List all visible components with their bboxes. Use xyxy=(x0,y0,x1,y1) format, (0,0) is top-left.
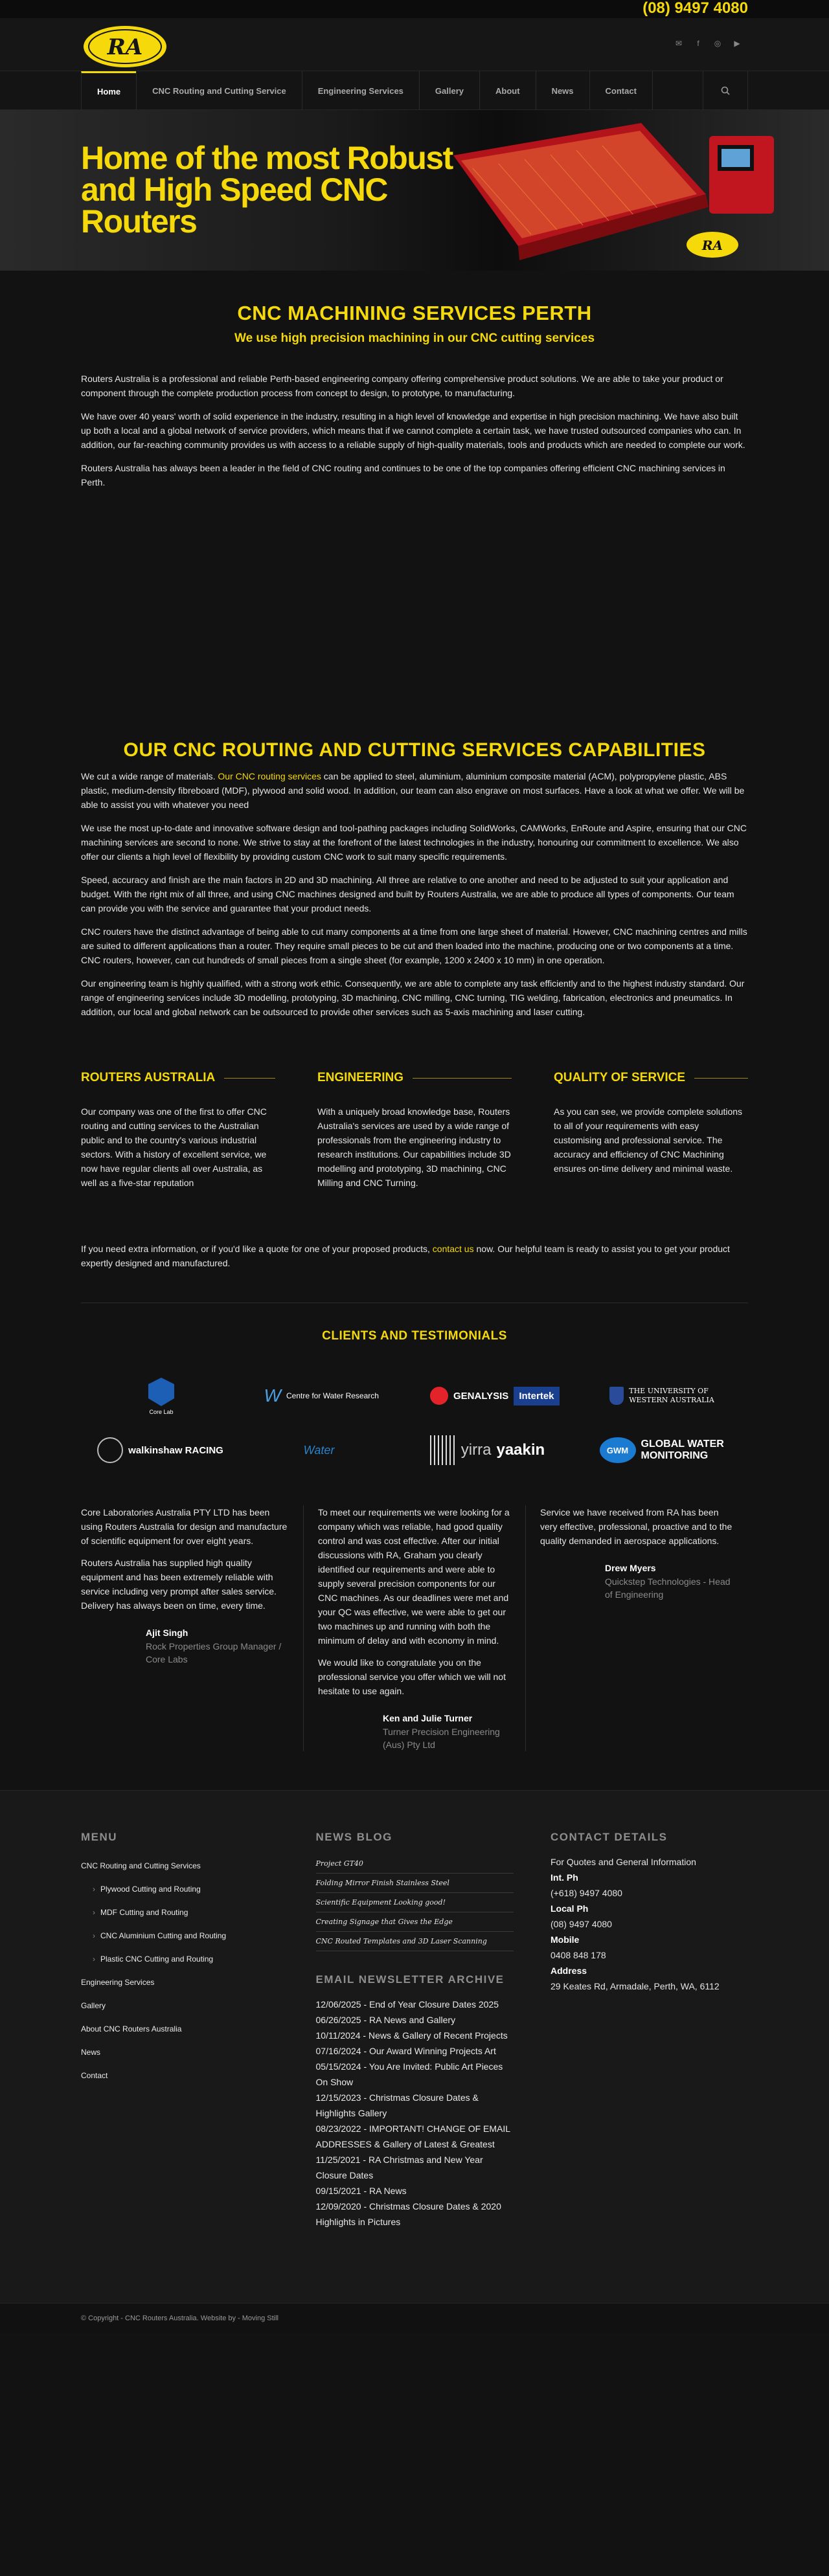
intro-section xyxy=(81,271,748,489)
media-placeholder xyxy=(0,498,829,739)
svg-text:Core Lab: Core Lab xyxy=(149,1409,174,1415)
text: walkinshaw RACING xyxy=(128,1444,223,1456)
news-post-link[interactable]: Creating Signage that Gives the Edge xyxy=(316,1912,514,1932)
contact-label: Int. Ph xyxy=(551,1872,578,1883)
client-logos-row xyxy=(81,1373,748,1418)
contact-label: Mobile xyxy=(551,1934,580,1945)
svg-text:RA: RA xyxy=(107,34,143,60)
contact-mobile[interactable]: 0408 848 178 xyxy=(551,1950,606,1960)
capabilities-paragraph xyxy=(81,769,748,812)
header xyxy=(0,18,829,71)
feature-text: Our company was one of the first to offer CNC routing and cutting services to the Australian public and to the country's various industrial sectors. With a history of excellent service, we now have regular clients all over Australia, as well as a five-star reputation xyxy=(81,1106,267,1188)
testimonial xyxy=(303,1505,525,1751)
text: THE UNIVERSITY OF WESTERN AUSTRALIA xyxy=(629,1387,714,1404)
cnc-machine-image xyxy=(447,117,784,265)
logo[interactable] xyxy=(81,22,172,69)
footer-heading: MENU xyxy=(81,1831,118,1843)
client-logos-row xyxy=(81,1428,748,1473)
client-logo-yirra-yaakin xyxy=(413,1430,562,1470)
testimonial-author xyxy=(605,1561,733,1601)
nav-about[interactable]: About xyxy=(479,71,536,110)
footer-heading: EMAIL NEWSLETTER ARCHIVE xyxy=(315,1973,505,1986)
svg-text:RA: RA xyxy=(701,238,723,253)
nav-cnc-routing[interactable]: CNC Routing and Cutting Service xyxy=(136,71,302,110)
nav-contact[interactable]: Contact xyxy=(589,71,653,110)
news-post-link[interactable]: Project GT40 xyxy=(316,1854,514,1874)
capabilities-paragraph: We use the most up-to-date and innovative software design and tool-pathing packages including SolidWorks, CAMWorks, EnRoute and Aspire, ensuring that our CNC machining services are second to none. We strive to stay at the forefront of the latest technologies in the industry, honouring our commitment to excellence. We also offer our clients a high level of flexibility by providing custom CNC work to suit many specific requirements. xyxy=(81,823,747,862)
client-logo-gwm xyxy=(591,1430,734,1470)
feature-column xyxy=(554,1071,748,1190)
footer-menu-item[interactable]: › Plastic CNC Cutting and Routing xyxy=(81,1947,278,1971)
intro-paragraph: We have over 40 years' worth of solid experience in the industry, resulting in a high level of knowledge and expertise in high precision machining. We have also built up both a local and a global network of service providers, which means that if we cannot complete a certain task, we have trusted outsourced companies who can. In addition, our far-reaching community provides us with access to a reliable supply of high-quality materials, tools and products which are needed to complete our work. xyxy=(81,411,745,450)
testimonial xyxy=(525,1505,747,1751)
archive-link[interactable]: 10/11/2024 - News & Gallery of Recent Projects xyxy=(315,2030,508,2041)
testimonial-text: We would like to congratulate you on the professional service you offer which we will not hesitate to use again. xyxy=(318,1657,506,1696)
testimonial-text: To meet our requirements we were looking for a company which was reliable, had good quality control and was cost effective. After our initial discussions with RA, Graham you clearly identified our requirements and were able to supply several precision components for our CNC machines. As our deadlines were met and your QC was effective, we were able to get our two machines up and running with both the minimum of delay and with economy in mind. xyxy=(318,1507,510,1646)
news-post-link[interactable]: CNC Routed Templates and 3D Laser Scanning xyxy=(316,1932,514,1951)
footer-heading: CONTACT DETAILS xyxy=(551,1831,668,1843)
contact-label: Address xyxy=(551,1966,587,1976)
capabilities-title: OUR CNC ROUTING AND CUTTING SERVICES CAPABILITIES xyxy=(123,739,706,761)
archive-link[interactable]: 05/15/2024 - You Are Invited: Public Art Pieces On Show xyxy=(315,2061,503,2087)
author-role: Quickstep Technologies - Head of Engineering xyxy=(605,1576,731,1600)
text: GENALYSIS xyxy=(453,1390,509,1402)
archive-link[interactable]: 06/26/2025 - RA News and Gallery xyxy=(315,2015,456,2025)
intro-title: CNC MACHINING SERVICES PERTH xyxy=(237,302,592,324)
feature-title: ROUTERS AUSTRALIA xyxy=(81,1071,275,1085)
footer-menu-item[interactable]: Gallery xyxy=(81,2001,106,2010)
clients-section xyxy=(81,1329,748,1473)
archive-link[interactable]: 12/15/2023 - Christmas Closure Dates & Highlights Gallery xyxy=(315,2092,479,2118)
social-links xyxy=(674,39,742,48)
news-post-link[interactable]: Scientific Equipment Looking good! xyxy=(316,1893,514,1912)
nav-engineering[interactable]: Engineering Services xyxy=(302,71,419,110)
feature-title: QUALITY OF SERVICE xyxy=(554,1071,748,1085)
footer xyxy=(0,1790,829,2303)
feature-text: With a uniquely broad knowledge base, Routers Australia's services are used by a wide range of professionals from the engineering industry to research institutions. Our capabilities include 3D modelling and prototyping, 3D machining, CNC Milling and CNC Turning. xyxy=(317,1106,511,1188)
clients-title: CLIENTS AND TESTIMONIALS xyxy=(322,1329,507,1343)
testimonial-text: Routers Australia has supplied high quality equipment and has been extremely reliable with service including very prompt after sales service. Delivery has always been on time, every time. xyxy=(81,1558,277,1611)
capabilities-paragraph: Our engineering team is highly qualified, with a strong work ethic. Consequently, we are able to complete any task efficiently and to the highest industry standard. Our range of engineering services include 3D modelling, prototyping, 3D machining, CNC milling, CNC turning, TIG welding, fabrication, electronics and pneumatics. In addition, our local and global network can be outsourced to provide other services such as 5-axis machining and laser cutting. xyxy=(81,978,745,1017)
archive-link[interactable]: 12/09/2020 - Christmas Closure Dates & 2020 Highlights in Pictures xyxy=(315,2201,501,2227)
text: yaakin xyxy=(496,1441,545,1459)
capabilities-section xyxy=(81,739,748,1019)
news-post-link[interactable]: Folding Mirror Finish Stainless Steel xyxy=(316,1874,514,1893)
author-role: Rock Properties Group Manager / Core Labs xyxy=(146,1641,282,1664)
main-nav xyxy=(0,71,829,110)
nav-news[interactable]: News xyxy=(536,71,589,110)
nav-gallery[interactable]: Gallery xyxy=(419,71,479,110)
copyright-text: © Copyright - CNC Routers Australia. Website by - Moving Still xyxy=(81,2314,279,2322)
search-button[interactable] xyxy=(703,71,748,110)
feature-title: ENGINEERING xyxy=(317,1071,512,1085)
text: can be applied to steel, aluminium, aluminium composite material (ACM), polypropylene plastic, ABS plastic, medium-density fibreboard (MDF), plywood and solid wood. In addition, our team can also engrave on most surfaces. Have a look at what we offer. We will be able to assist you with whatever you need xyxy=(81,771,745,810)
contact-local-phone[interactable]: (08) 9497 4080 xyxy=(551,1919,612,1929)
author-name: Drew Myers xyxy=(605,1563,656,1573)
archive-link[interactable]: 09/15/2021 - RA News xyxy=(315,2186,407,2196)
contact-intl-phone[interactable]: (+618) 9497 4080 xyxy=(551,1888,622,1898)
client-logo-water xyxy=(255,1430,384,1470)
client-logo-corelab xyxy=(97,1376,226,1416)
text: now. Our helpful team is ready to assist you to get your product expertly designed and manufactured. xyxy=(81,1244,730,1268)
text: yirra xyxy=(460,1441,492,1459)
text: Centre for Water Research xyxy=(286,1391,379,1400)
mail-icon[interactable]: ✉ xyxy=(675,39,683,48)
testimonial-text: Service we have received from RA has been very effective, professional, proactive and to the quality demanded in aerospace applications. xyxy=(540,1507,732,1546)
search-icon xyxy=(721,86,730,95)
header-phone-link[interactable]: (08) 9497 4080 xyxy=(642,0,748,17)
facebook-icon[interactable]: f xyxy=(697,39,699,48)
text: We cut a wide range of materials. xyxy=(81,771,218,781)
footer-menu-item[interactable]: › MDF Cutting and Routing xyxy=(81,1901,278,1924)
footer-menu-item[interactable]: About CNC Routers Australia xyxy=(81,2024,182,2033)
cta-section xyxy=(81,1242,748,1303)
archive-link[interactable]: 07/16/2024 - Our Award Winning Projects Art xyxy=(315,2046,496,2056)
copyright-bar xyxy=(0,2303,829,2333)
feature-columns xyxy=(81,1071,748,1190)
cnc-routing-services-link[interactable]: Our CNC routing services xyxy=(218,771,321,781)
author-name: Ken and Julie Turner xyxy=(383,1713,473,1723)
feature-column xyxy=(81,1071,275,1190)
footer-news xyxy=(316,1831,514,2230)
archive-link[interactable]: 08/23/2022 - IMPORTANT! CHANGE OF EMAIL ADDRESSES & Gallery of Latest & Greatest xyxy=(315,2123,510,2149)
text: GLOBAL WATER MONITORING xyxy=(641,1439,724,1461)
nav-home[interactable]: Home xyxy=(81,71,136,110)
contact-us-link[interactable]: contact us xyxy=(432,1244,474,1254)
hero-title: Home of the most Robust and High Speed CNC Routers xyxy=(81,140,453,240)
cta-text xyxy=(81,1242,748,1270)
intro-paragraph: Routers Australia is a professional and reliable Perth-based engineering company offering comprehensive product solutions. We are able to take your product or component through the complete production process from concept to design, to prototype, to manufacturing. xyxy=(81,374,723,398)
contact-address: 29 Keates Rd, Armadale, Perth, WA, 6112 xyxy=(551,1981,720,1991)
youtube-icon[interactable]: ▶ xyxy=(734,39,740,48)
testimonial xyxy=(81,1505,303,1751)
capabilities-paragraph: Speed, accuracy and finish are the main factors in 2D and 3D machining. All three are relative to one another and need to be adjusted to suit your application and budget. With the right mix of all three, and using CNC machines designed and built by Routers Australia, we are able to produce all types of components. Our team can provide you with the service and guarantee that your product needs. xyxy=(81,875,734,913)
footer-menu-item[interactable]: CNC Routing and Cutting Services xyxy=(81,1861,201,1870)
feature-text: As you can see, we provide complete solutions to all of your requirements with easy customising and professional service. The accuracy and efficiency of CNC Machining ensures on-time delivery and minimal waste. xyxy=(554,1106,743,1174)
text: GWM xyxy=(600,1437,636,1463)
hero-banner xyxy=(0,110,829,271)
archive-link[interactable]: 12/06/2025 - End of Year Closure Dates 2025 xyxy=(315,1999,499,2010)
intro-paragraph: Routers Australia has always been a leader in the field of CNC routing and continues to be one of the top companies offering efficient CNC machining services in Perth. xyxy=(81,463,725,487)
author-role: Turner Precision Engineering (Aus) Pty Ltd xyxy=(383,1727,500,1750)
footer-menu-item[interactable]: Contact xyxy=(81,2071,108,2080)
contact-label: Local Ph xyxy=(551,1903,589,1914)
testimonial-author xyxy=(383,1711,511,1751)
text: Intertek xyxy=(514,1387,559,1406)
testimonial-text: Core Laboratories Australia PTY LTD has been using Routers Australia for design and manufacture of scientific equipment for over eight years. xyxy=(81,1507,288,1546)
footer-contact xyxy=(551,1831,748,2230)
client-logo-uwa xyxy=(603,1376,732,1416)
feature-column xyxy=(317,1071,512,1190)
testimonials xyxy=(81,1505,748,1751)
author-name: Ajit Singh xyxy=(146,1628,188,1638)
client-logo-centre-water-research: W Centre for Water Research xyxy=(264,1385,379,1406)
footer-menu xyxy=(81,1831,278,2230)
text: If you need extra information, or if you'd like a quote for one of your proposed products, xyxy=(81,1244,433,1254)
top-bar xyxy=(0,0,829,18)
intro-subtitle: We use high precision machining in our CNC cutting services xyxy=(234,331,595,345)
instagram-icon[interactable]: ◎ xyxy=(714,39,721,48)
client-logo-genalysis-intertek xyxy=(417,1376,573,1416)
footer-menu-item[interactable]: › Plywood Cutting and Routing xyxy=(81,1877,278,1901)
client-logo-walkinshaw xyxy=(96,1430,225,1470)
testimonial-author xyxy=(146,1626,289,1666)
capabilities-paragraph: CNC routers have the distinct advantage of being able to cut many components at a time from one large sheet of material. However, CNC machining centres and mills are suited to different applications than a router. They require small pieces to be cut and then loaded into the machine, producing one or two components at a time. CNC routers, however, can cut hundreds of small pieces from a single sheet (for example, 1200 x 2400 x 10 mm) in one operation. xyxy=(81,926,747,965)
contact-intro: For Quotes and General Information xyxy=(551,1857,696,1867)
text: Water xyxy=(303,1443,335,1457)
footer-menu-item[interactable]: News xyxy=(81,2048,101,2057)
footer-heading: NEWS BLOG xyxy=(315,1831,392,1843)
footer-menu-item[interactable]: Engineering Services xyxy=(81,1978,155,1987)
footer-menu-item[interactable]: › CNC Aluminium Cutting and Routing xyxy=(81,1924,278,1947)
archive-link[interactable]: 11/25/2021 - RA Christmas and New Year Closure Dates xyxy=(315,2155,483,2180)
